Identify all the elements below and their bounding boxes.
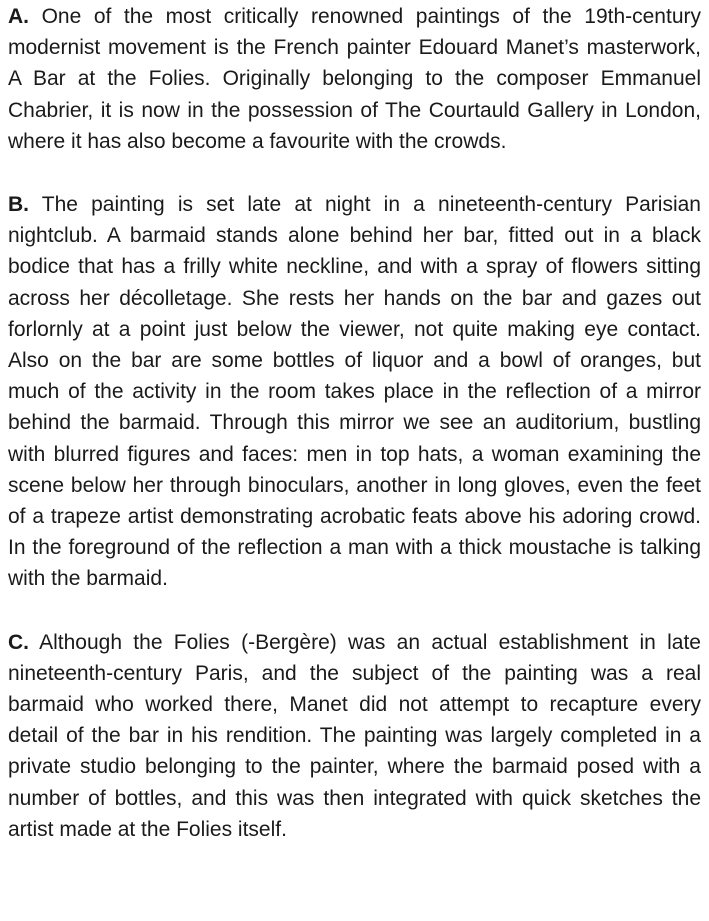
paragraph-letter: B. [8,193,29,217]
reading-passage [8,0,701,845]
paragraph-text: Although the Folies (-Bergère) was an actual establishment in late nineteenth-century Paris, and the subject of the painting was a real barmaid who worked there, Manet did not attempt to recapture every detail of the bar in his rendition. The painting was largely completed in a private studio belonging to the painter, where the barmaid posed with a number of bottles, and this was then integrated with quick sketches the artist made at the Folies itself. [8,630,701,841]
paragraph-b [8,189,701,595]
paragraph-letter: C. [8,630,29,654]
paragraph-text: One of the most critically renowned paintings of the 19th-century modernist movement is the French painter Edouard Manet’s masterwork, A Bar at the Folies. Originally belonging to the composer Emmanuel Chabrier, it is now in the possession of The Courtauld Gallery in London, where it has also become a favourite with the crowds. [8,5,701,153]
paragraph-a [8,0,701,157]
paragraph-c [8,627,701,845]
paragraph-letter: A. [8,5,29,28]
paragraph-text: The painting is set late at night in a nineteenth-century Parisian nightclub. A barmaid stands alone behind her bar, fitted out in a black bodice that has a frilly white neckline, and with a spray of flowers sitting across her décolletage. She rests her hands on the bar and gazes out forlornly at a point just below the viewer, not quite making eye contact. Also on the bar are some bottles of liquor and a bowl of oranges, but much of the activity in the room takes place in the reflection of a mirror behind the barmaid. Through this mirror we see an auditorium, bustling with blurred figures and faces: men in top hats, a woman examining the scene below her through binoculars, another in long gloves, even the feet of a trapeze artist demonstrating acrobatic feats above his adoring crowd. In the foreground of the reflection a man with a thick moustache is talking with the barmaid. [8,193,701,591]
